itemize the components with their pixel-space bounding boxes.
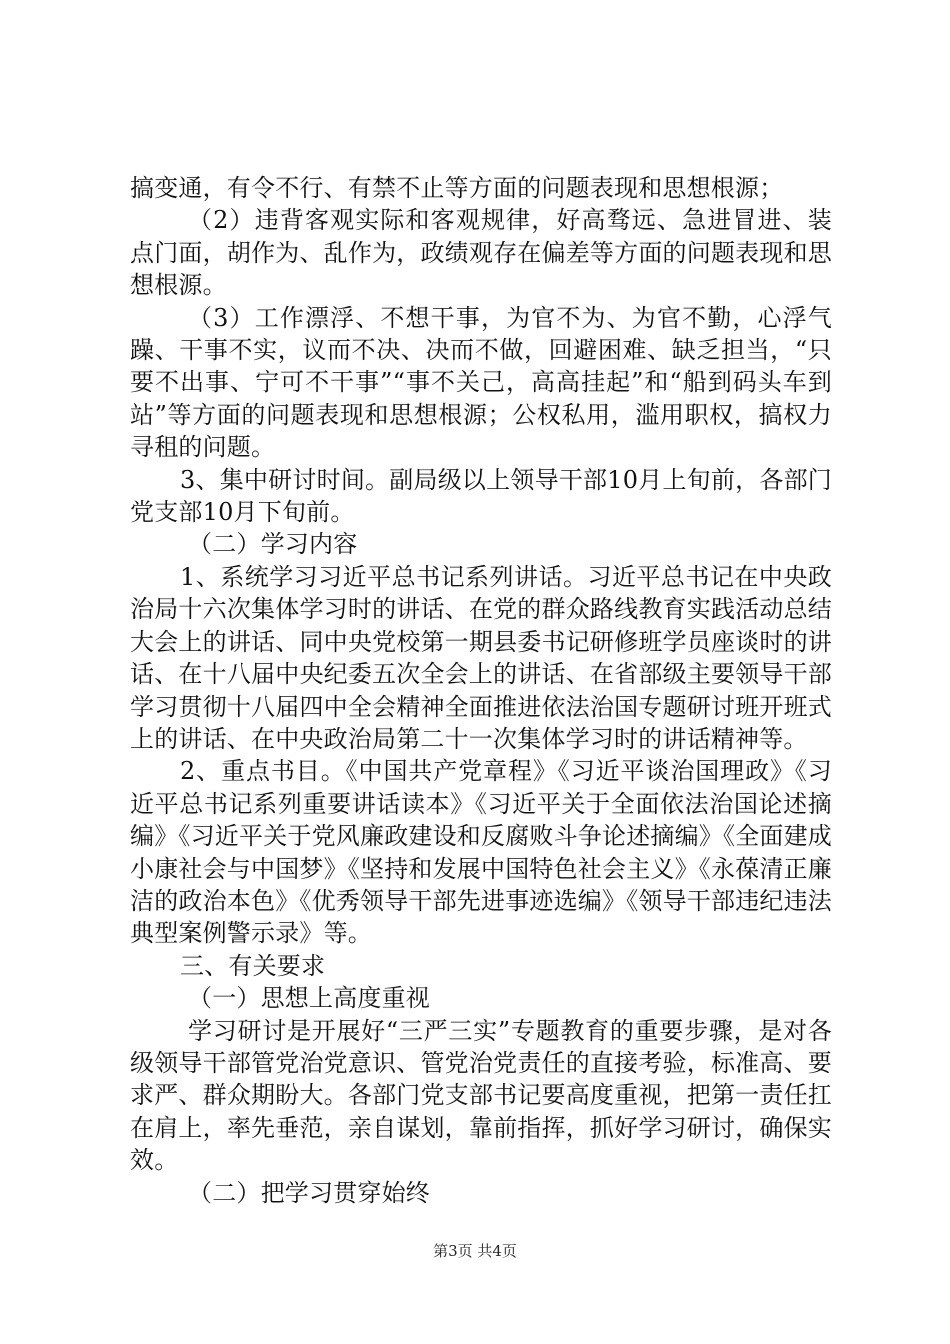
document-body bbox=[130, 172, 832, 1209]
paragraph-7: 2、重点书目。《中国共产党章程》《习近平谈治国理政》《习近平总书记系列重要讲话读本》《习近平关于全面依法治国论述摘编》《习近平关于党风廉政建设和反腐败斗争论述摘编》《全面建成小康社会与中国梦》《坚持和发展中国特色社会主义》《永葆清正廉洁的政治本色》《优秀领导干部先进事迹选编》《领导干部违纪违法典型案例警示录》等。 bbox=[130, 757, 832, 948]
paragraph-10: 学习研讨是开展好“三严三实”专题教育的重要步骤，是对各级领导干部管党治党意识、管党治党责任的直接考验，标准高、要求严、群众期盼大。各部门党支部书记要高度重视，把第一责任扛在肩上，率先垂范，亲自谋划，靠前指挥，抓好学习研讨，确保实效。 bbox=[130, 1016, 832, 1175]
paragraph-3: （3）工作漂浮、不想干事，为官不为、为官不勤，心浮气躁、干事不实，议而不决、决而不做，回避困难、缺乏担当，“只要不出事、宁可不干事”“事不关己，高高挂起”和“船到码头车到站”等方面的问题表现和思想根源；公权私用，滥用职权，搞权力寻租的问题。 bbox=[130, 303, 832, 462]
section-heading-requirements: 三、有关要求 bbox=[180, 951, 326, 980]
subheading-ideology: （一）思想上高度重视 bbox=[188, 984, 430, 1013]
paragraph-4: 3、集中研讨时间。副局级以上领导干部10月上旬前，各部门党支部10月下旬前。 bbox=[130, 465, 832, 527]
paragraph-6: 1、系统学习习近平总书记系列讲话。习近平总书记在中央政治局十六次集体学习时的讲话、在党的群众路线教育实践活动总结大会上的讲话、同中央党校第一期县委书记研修班学员座谈时的讲话、在十八届中央纪委五次全会上的讲话、在省部级主要领导干部学习贯彻十八届四中全会精神全面推进依法治国专题研讨班开班式上的讲话、在中央政治局第二十一次集体学习时的讲话精神等。 bbox=[130, 562, 832, 753]
page-number: 第3页 共4页 bbox=[433, 1242, 517, 1260]
subheading-study-throughout: （二）把学习贯穿始终 bbox=[188, 1178, 430, 1207]
paragraph-2: （2）违背客观实际和客观规律，好高骛远、急进冒进、装点门面，胡作为、乱作为，政绩观存在偏差等方面的问题表现和思想根源。 bbox=[130, 206, 832, 300]
section-heading-study-content: （二）学习内容 bbox=[188, 530, 358, 559]
paragraph-1: 搞变通，有令不行、有禁不止等方面的问题表现和思想根源； bbox=[130, 174, 784, 202]
page-footer bbox=[0, 1241, 950, 1261]
